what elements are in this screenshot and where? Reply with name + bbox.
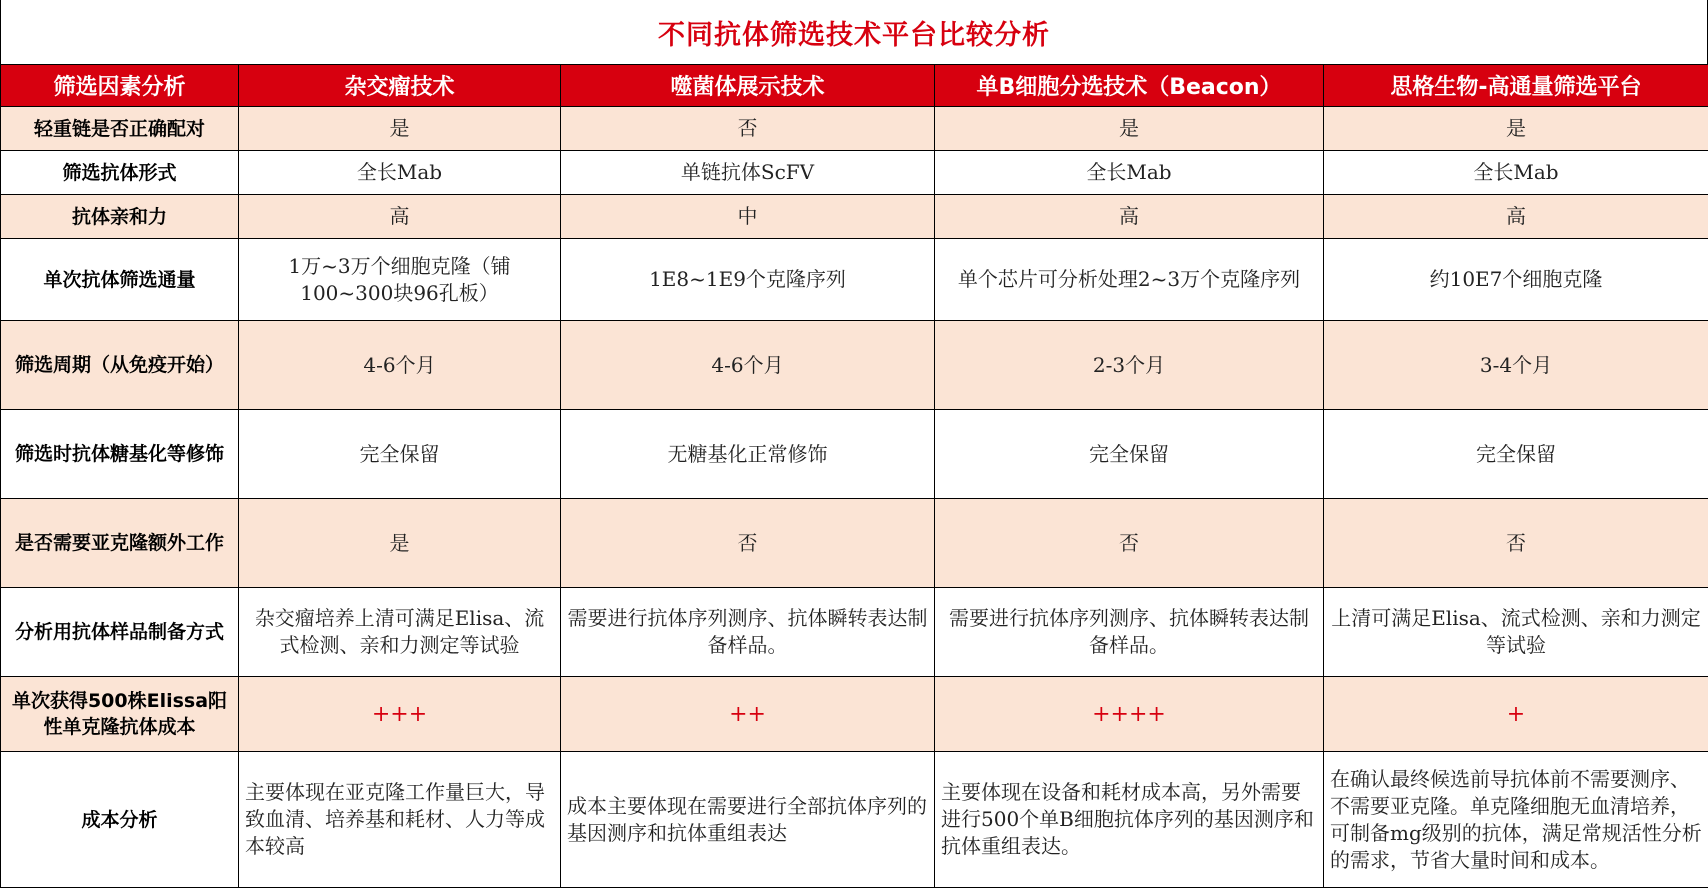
header-single-b-cell: 单B细胞分选技术（Beacon） — [935, 65, 1324, 107]
header-row — [1, 65, 1708, 107]
table-cell: 是 — [1324, 107, 1708, 151]
table-cell: 全长Mab — [239, 151, 561, 195]
table-cell: 高 — [935, 195, 1324, 239]
table-row — [1, 588, 1708, 677]
header-sige-platform: 思格生物-高通量筛选平台 — [1324, 65, 1708, 107]
table-cell: 中 — [561, 195, 935, 239]
table-row — [1, 107, 1708, 151]
table-cell: 上清可满足Elisa、流式检测、亲和力测定等试验 — [1324, 588, 1708, 677]
table-cell: 高 — [1324, 195, 1708, 239]
row-label: 筛选抗体形式 — [1, 151, 239, 195]
cost-rating-cell: + — [1324, 677, 1708, 752]
table-cell: 无糖基化正常修饰 — [561, 410, 935, 499]
table-cell: 全长Mab — [1324, 151, 1708, 195]
row-label: 轻重链是否正确配对 — [1, 107, 239, 151]
table-cell: 杂交瘤培养上清可满足Elisa、流式检测、亲和力测定等试验 — [239, 588, 561, 677]
table-row — [1, 677, 1708, 752]
row-label: 筛选周期（从免疫开始） — [1, 321, 239, 410]
table-row — [1, 752, 1708, 888]
cost-rating-cell: ++++ — [935, 677, 1324, 752]
table-cell: 主要体现在亚克隆工作量巨大，导致血清、培养基和耗材、人力等成本较高 — [239, 752, 561, 888]
table-cell: 主要体现在设备和耗材成本高，另外需要进行500个单B细胞抗体序列的基因测序和抗体重组表达。 — [935, 752, 1324, 888]
table-cell: 需要进行抗体序列测序、抗体瞬转表达制备样品。 — [935, 588, 1324, 677]
header-factor: 筛选因素分析 — [1, 65, 239, 107]
table-row — [1, 195, 1708, 239]
table-row — [1, 499, 1708, 588]
table-cell: 1E8~1E9个克隆序列 — [561, 239, 935, 321]
row-label: 是否需要亚克隆额外工作 — [1, 499, 239, 588]
header-hybridoma: 杂交瘤技术 — [239, 65, 561, 107]
table-cell: 是 — [935, 107, 1324, 151]
table-cell: 单链抗体ScFV — [561, 151, 935, 195]
table-row — [1, 410, 1708, 499]
table-cell: 高 — [239, 195, 561, 239]
table-row — [1, 151, 1708, 195]
row-label: 单次获得500株Elissa阳性单克隆抗体成本 — [1, 677, 239, 752]
table-cell: 在确认最终候选前导抗体前不需要测序、不需要亚克隆。单克隆细胞无血清培养，可制备mg级别的抗体，满足常规活性分析的需求，节省大量时间和成本。 — [1324, 752, 1708, 888]
header-phage-display: 噬菌体展示技术 — [561, 65, 935, 107]
table-title: 不同抗体筛选技术平台比较分析 — [0, 0, 1708, 64]
table-cell: 完全保留 — [239, 410, 561, 499]
table-cell: 约10E7个细胞克隆 — [1324, 239, 1708, 321]
row-label: 分析用抗体样品制备方式 — [1, 588, 239, 677]
table-cell: 否 — [561, 107, 935, 151]
table-cell: 全长Mab — [935, 151, 1324, 195]
table-cell: 成本主要体现在需要进行全部抗体序列的基因测序和抗体重组表达 — [561, 752, 935, 888]
table-cell: 1万~3万个细胞克隆（铺100~300块96孔板） — [239, 239, 561, 321]
table-cell: 单个芯片可分析处理2~3万个克隆序列 — [935, 239, 1324, 321]
table-cell: 是 — [239, 499, 561, 588]
table-row — [1, 239, 1708, 321]
comparison-table — [0, 64, 1708, 888]
cost-rating-cell: +++ — [239, 677, 561, 752]
table-cell: 需要进行抗体序列测序、抗体瞬转表达制备样品。 — [561, 588, 935, 677]
table-cell: 是 — [239, 107, 561, 151]
row-label: 单次抗体筛选通量 — [1, 239, 239, 321]
table-cell: 否 — [1324, 499, 1708, 588]
table-cell: 2-3个月 — [935, 321, 1324, 410]
row-label: 抗体亲和力 — [1, 195, 239, 239]
table-cell: 4-6个月 — [239, 321, 561, 410]
table-row — [1, 321, 1708, 410]
table-cell: 4-6个月 — [561, 321, 935, 410]
table-cell: 完全保留 — [1324, 410, 1708, 499]
row-label: 成本分析 — [1, 752, 239, 888]
table-cell: 否 — [935, 499, 1324, 588]
row-label: 筛选时抗体糖基化等修饰 — [1, 410, 239, 499]
table-cell: 否 — [561, 499, 935, 588]
table-cell: 完全保留 — [935, 410, 1324, 499]
table-cell: 3-4个月 — [1324, 321, 1708, 410]
cost-rating-cell: ++ — [561, 677, 935, 752]
